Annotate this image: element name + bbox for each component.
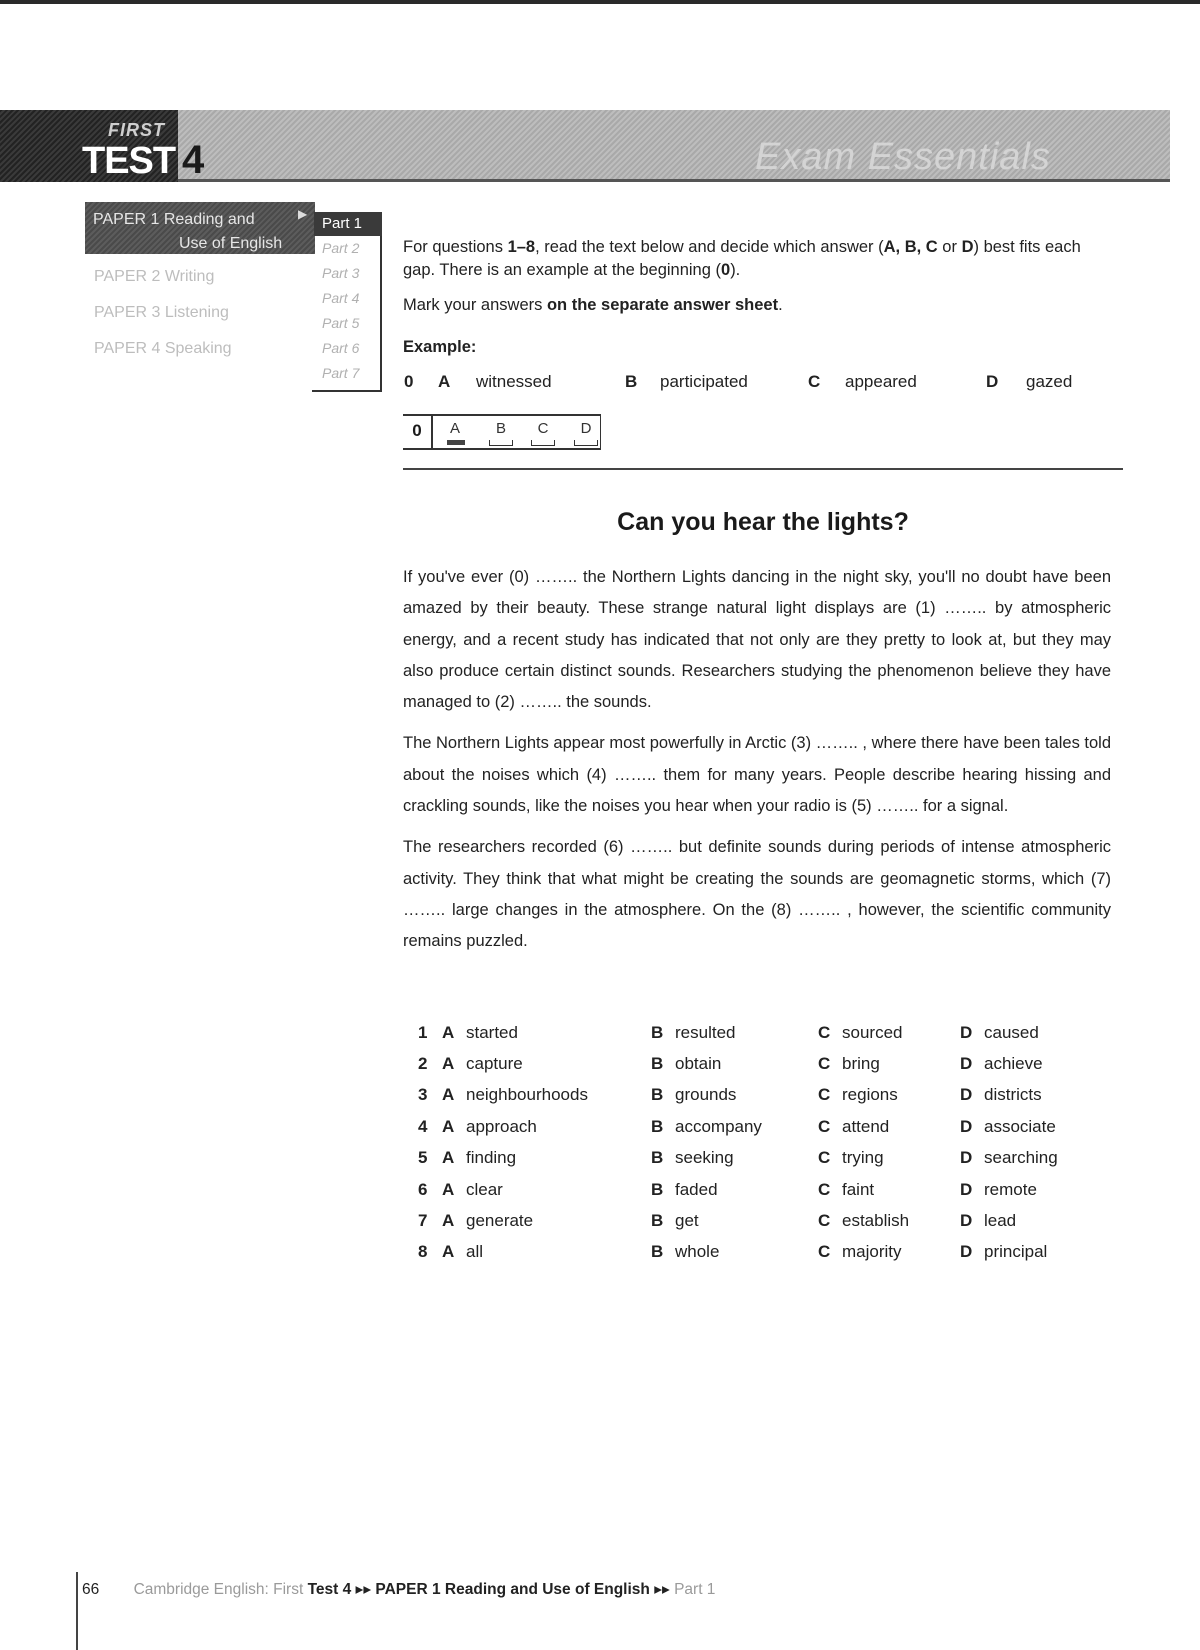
footer-rule <box>76 1572 78 1650</box>
footer-test: Test 4 <box>307 1581 352 1598</box>
option-letter-d: D <box>960 1116 973 1136</box>
option-letter-d: D <box>960 1211 973 1231</box>
option-letter-b: B <box>651 1179 664 1199</box>
answer-grid-c: C <box>537 420 549 437</box>
footer-paper-name: Reading and Use of English <box>444 1581 650 1598</box>
instr-letters: A, B, C <box>883 238 938 256</box>
option-letter-b: B <box>651 1242 664 1262</box>
option-d: achieve <box>984 1054 1043 1074</box>
footer-sep-2: ▸▸ <box>654 1581 675 1598</box>
option-c: bring <box>842 1054 880 1074</box>
example-option-b: participated <box>660 372 748 391</box>
top-rule <box>0 0 1200 4</box>
passage-paragraph-1: If you've ever (0) …….. the Northern Lights dancing in the night sky, you'll no doubt have been amazed by their beauty. These strange natural light displays are (1) …….. by atmospheric energy, and a recent study has indicated that not only are they pretty to look at, but they may also produce certain distinct sounds. Researchers studying the phenomenon believe they have managed to (2) …….. the sounds. <box>403 568 1111 712</box>
example-number: 0 <box>404 372 414 391</box>
footer-part: Part 1 <box>674 1581 716 1598</box>
footer-book: Cambridge English: First <box>133 1581 304 1598</box>
answer-grid-bracket-b <box>489 440 513 446</box>
option-letter-b: B <box>651 1148 664 1168</box>
option-letter-a: A <box>442 1211 455 1231</box>
option-letter-d: D <box>960 1054 973 1074</box>
instr-range: 1–8 <box>507 238 536 256</box>
option-letter-c: C <box>818 1148 831 1168</box>
option-a: approach <box>466 1116 537 1136</box>
option-a: clear <box>466 1179 503 1199</box>
nav-paper-4[interactable]: PAPER 4 Speaking <box>94 340 232 357</box>
question-number: 8 <box>418 1242 428 1262</box>
option-c: trying <box>842 1148 884 1168</box>
example-letter-b: B <box>625 372 638 391</box>
footer-paper: PAPER 1 <box>375 1581 441 1598</box>
nav-part-6[interactable]: Part 6 <box>322 340 360 356</box>
answer-grid-bracket-c <box>531 440 555 446</box>
passage-title: Can you hear the lights? <box>617 508 909 536</box>
question-number: 3 <box>418 1085 428 1105</box>
instr-zero: 0 <box>721 261 731 279</box>
question-row <box>418 1111 1094 1142</box>
instructions <box>403 236 1103 282</box>
option-c: regions <box>842 1085 898 1105</box>
example-option-a: witnessed <box>476 372 552 391</box>
question-number: 4 <box>418 1116 428 1136</box>
header-first-label: FIRST <box>108 120 165 140</box>
option-letter-b: B <box>651 1211 664 1231</box>
separator-line <box>403 468 1123 470</box>
instr-text: or <box>937 238 962 256</box>
option-letter-a: A <box>442 1242 455 1262</box>
question-row <box>418 1205 1094 1236</box>
option-b: resulted <box>675 1022 736 1042</box>
option-b: grounds <box>675 1085 737 1105</box>
answer-grid-d: D <box>580 420 592 437</box>
option-d: principal <box>984 1242 1048 1262</box>
question-row <box>418 1048 1094 1079</box>
option-c: attend <box>842 1116 890 1136</box>
answer-grid-a: A <box>449 420 460 437</box>
option-a: finding <box>466 1148 517 1168</box>
nav-part-3[interactable]: Part 3 <box>322 265 360 281</box>
option-b: seeking <box>675 1148 734 1168</box>
option-letter-b: B <box>651 1116 664 1136</box>
answer-grid-number: 0 <box>403 414 433 450</box>
option-d: remote <box>984 1179 1037 1199</box>
option-letter-c: C <box>818 1054 831 1074</box>
footer-sep-1: ▸▸ <box>355 1581 376 1598</box>
option-letter-d: D <box>960 1085 973 1105</box>
options-table <box>418 1017 1094 1268</box>
nav-paper-1-line2: Use of English <box>179 235 283 252</box>
header-test-label: TEST <box>82 140 176 182</box>
instr-text: , read the text below and decide which answer ( <box>535 238 884 256</box>
mark-instruction <box>403 296 783 315</box>
nav-arrow-icon: ▶ <box>298 207 308 221</box>
example-label: Example: <box>403 338 477 356</box>
option-letter-a: A <box>442 1148 455 1168</box>
nav-part-1[interactable]: Part 1 <box>314 212 382 236</box>
option-c: majority <box>842 1242 902 1262</box>
question-number: 5 <box>418 1148 428 1168</box>
question-number: 7 <box>418 1211 428 1231</box>
footer <box>82 1580 715 1599</box>
option-letter-d: D <box>960 1022 973 1042</box>
passage-paragraph-3: The researchers recorded (6) …….. but definite sounds during periods of intense atmospheric activity. They think that what might be creating the sounds are geomagnetic storms, which (7) …….. large changes in the atmosphere. On the (8) …….. , however, the scientific community remains puzzled. <box>403 838 1111 951</box>
option-letter-c: C <box>818 1116 831 1136</box>
option-letter-d: D <box>960 1242 973 1262</box>
instr-letter-d: D <box>961 238 974 256</box>
nav-paper-1[interactable] <box>85 202 315 254</box>
option-b: faded <box>675 1179 718 1199</box>
option-b: obtain <box>675 1054 722 1074</box>
answer-grid-filled-mark <box>447 440 465 445</box>
instr-text: ) best fits each gap. There is an example at the beginning ( <box>403 238 1081 279</box>
question-row <box>418 1174 1094 1205</box>
mark-text: Mark your answers <box>403 296 547 314</box>
passage-paragraph-2: The Northern Lights appear most powerfully in Arctic (3) …….. , where there have been tales told about the noises which (4) …….. them for many years. People describe hearing hissing and crackling sounds, like the noises you hear when your radio is (5) …….. for a signal. <box>403 734 1112 816</box>
option-letter-b: B <box>651 1085 664 1105</box>
question-row <box>418 1080 1094 1111</box>
question-number: 1 <box>418 1022 428 1042</box>
option-d: associate <box>984 1116 1056 1136</box>
option-b: get <box>675 1211 699 1231</box>
header-series-title: Exam Essentials <box>755 136 1051 178</box>
option-d: caused <box>984 1022 1039 1042</box>
nav-paper-1-line1: PAPER 1 Reading and <box>93 211 255 228</box>
instr-text: For questions <box>403 238 508 256</box>
option-letter-c: C <box>818 1179 831 1199</box>
option-a: started <box>466 1022 518 1042</box>
option-d: lead <box>984 1211 1017 1231</box>
instr-text: ). <box>730 261 741 279</box>
example-letter-d: D <box>986 372 999 391</box>
question-number: 6 <box>418 1179 428 1199</box>
nav-part-7[interactable]: Part 7 <box>322 365 360 381</box>
option-letter-d: D <box>960 1148 973 1168</box>
nav-paper-3[interactable]: PAPER 3 Listening <box>94 304 229 321</box>
option-a: capture <box>466 1054 523 1074</box>
option-letter-a: A <box>442 1116 455 1136</box>
nav-part-4[interactable]: Part 4 <box>322 290 360 306</box>
page-number: 66 <box>82 1581 100 1598</box>
option-letter-c: C <box>818 1211 831 1231</box>
option-a: generate <box>466 1211 534 1231</box>
answer-grid-b: B <box>495 420 506 437</box>
option-b: accompany <box>675 1116 762 1136</box>
option-letter-d: D <box>960 1179 973 1199</box>
option-letter-a: A <box>442 1085 455 1105</box>
option-a: all <box>466 1242 484 1262</box>
option-a: neighbourhoods <box>466 1085 588 1105</box>
question-row <box>418 1143 1094 1174</box>
example-option-c: appeared <box>845 372 917 391</box>
question-row <box>418 1237 1094 1268</box>
option-letter-c: C <box>818 1085 831 1105</box>
example-letter-c: C <box>808 372 821 391</box>
answer-grid-bracket-d <box>574 440 598 446</box>
nav-part-5[interactable]: Part 5 <box>322 315 360 331</box>
option-c: sourced <box>842 1022 903 1042</box>
option-letter-c: C <box>818 1242 831 1262</box>
example-letter-a: A <box>438 372 451 391</box>
option-letter-a: A <box>442 1022 455 1042</box>
question-number: 2 <box>418 1054 428 1074</box>
option-letter-a: A <box>442 1054 455 1074</box>
option-letter-b: B <box>651 1054 664 1074</box>
mark-text: . <box>778 296 783 314</box>
option-d: districts <box>984 1085 1042 1105</box>
question-row <box>418 1017 1094 1048</box>
header-test-number: 4 <box>182 138 205 182</box>
nav-paper-2[interactable]: PAPER 2 Writing <box>94 268 215 285</box>
passage <box>403 562 1111 968</box>
option-letter-a: A <box>442 1179 455 1199</box>
nav-part-2[interactable]: Part 2 <box>322 240 360 256</box>
option-c: establish <box>842 1211 910 1231</box>
option-c: faint <box>842 1179 875 1199</box>
option-letter-c: C <box>818 1022 831 1042</box>
option-b: whole <box>675 1242 720 1262</box>
option-letter-b: B <box>651 1022 664 1042</box>
example-option-d: gazed <box>1026 372 1073 391</box>
mark-bold-text: on the separate answer sheet <box>546 296 779 314</box>
option-d: searching <box>984 1148 1058 1168</box>
